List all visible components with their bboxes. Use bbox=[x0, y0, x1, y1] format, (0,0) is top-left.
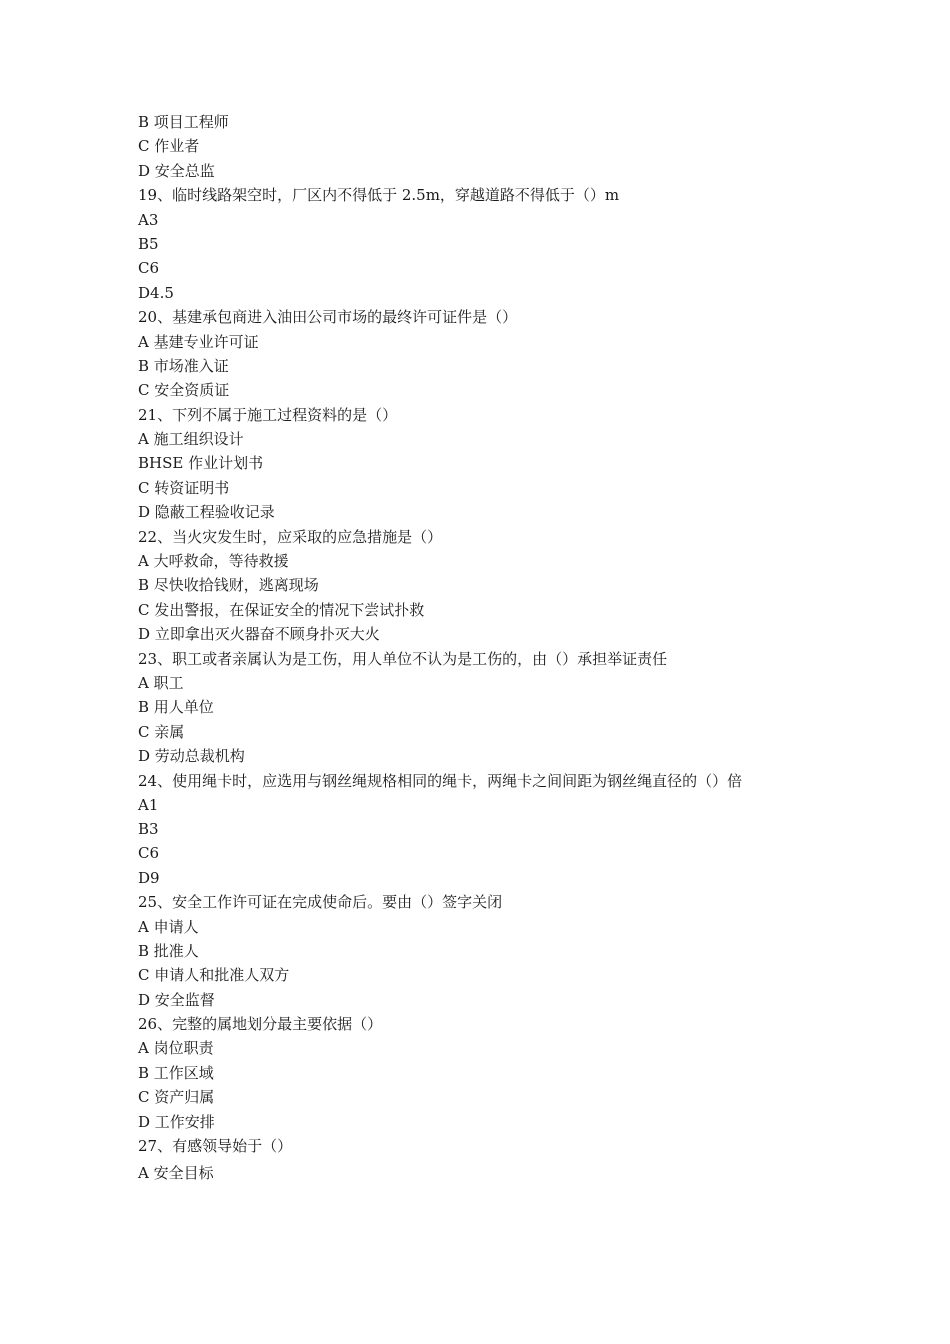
question-21: 21、下列不属于施工过程资料的是（） bbox=[138, 405, 398, 424]
option-26b: B 工作区域 bbox=[138, 1063, 214, 1082]
question-25: 25、安全工作许可证在完成使命后。要由（）签字关闭 bbox=[138, 893, 503, 912]
option-18c: C 作业者 bbox=[138, 137, 200, 156]
option-24d: D9 bbox=[138, 868, 160, 887]
option-24c: C6 bbox=[138, 844, 160, 863]
question-20: 20、基建承包商进入油田公司市场的最终许可证件是（） bbox=[138, 308, 518, 327]
question-19: 19、临时线路架空时，厂区内不得低于 2.5m，穿越道路不得低于（）m bbox=[138, 186, 620, 205]
question-26: 26、完整的属地划分最主要依据（） bbox=[138, 1015, 383, 1034]
option-24a: A1 bbox=[138, 795, 159, 814]
option-21b: BHSE 作业计划书 bbox=[138, 454, 264, 473]
option-21c: C 转资证明书 bbox=[138, 478, 230, 497]
option-18d: D 安全总监 bbox=[138, 161, 215, 180]
option-23a: A 职工 bbox=[138, 673, 184, 692]
option-21a: A 施工组织设计 bbox=[138, 430, 244, 449]
option-22d: D 立即拿出灭火器奋不顾身扑灭大火 bbox=[138, 625, 380, 644]
option-19d: D4.5 bbox=[138, 283, 174, 302]
option-19a: A3 bbox=[138, 210, 159, 229]
option-19c: C6 bbox=[138, 259, 160, 278]
question-24: 24、使用绳卡时，应选用与钢丝绳规格相同的绳卡，两绳卡之间间距为钢丝绳直径的（）倍 bbox=[138, 771, 743, 790]
option-27a: A 安全目标 bbox=[138, 1164, 214, 1183]
option-26c: C 资产归属 bbox=[138, 1088, 215, 1107]
option-21d: D 隐蔽工程验收记录 bbox=[138, 503, 275, 522]
option-18b: B 项目工程师 bbox=[138, 113, 229, 131]
option-26a: A 岗位职责 bbox=[138, 1039, 214, 1058]
option-25b: B 批准人 bbox=[138, 941, 199, 960]
document-body bbox=[138, 110, 818, 1186]
option-25a: A 申请人 bbox=[138, 917, 199, 936]
option-24b: B3 bbox=[138, 819, 159, 838]
option-20c: C 安全资质证 bbox=[138, 381, 230, 400]
option-26d: D 工作安排 bbox=[138, 1112, 215, 1131]
option-23b: B 用人单位 bbox=[138, 698, 214, 717]
option-20a: A 基建专业许可证 bbox=[138, 332, 259, 351]
option-22b: B 尽快收拾钱财，逃离现场 bbox=[138, 576, 319, 595]
question-27: 27、有感领导始于（） bbox=[138, 1137, 293, 1156]
question-23: 23、职工或者亲属认为是工伤，用人单位不认为是工伤的，由（）承担举证责任 bbox=[138, 649, 668, 668]
option-23d: D 劳动总裁机构 bbox=[138, 747, 245, 766]
option-23c: C 亲属 bbox=[138, 722, 185, 741]
option-19b: B5 bbox=[138, 234, 159, 253]
option-20b: B 市场准入证 bbox=[138, 356, 229, 375]
option-25c: C 申请人和批准人双方 bbox=[138, 966, 290, 985]
question-22: 22、当火灾发生时，应采取的应急措施是（） bbox=[138, 527, 443, 546]
option-22a: A 大呼救命，等待救援 bbox=[138, 552, 289, 571]
option-22c: C 发出警报，在保证安全的情况下尝试扑救 bbox=[138, 600, 425, 619]
option-25d: D 安全监督 bbox=[138, 990, 215, 1009]
